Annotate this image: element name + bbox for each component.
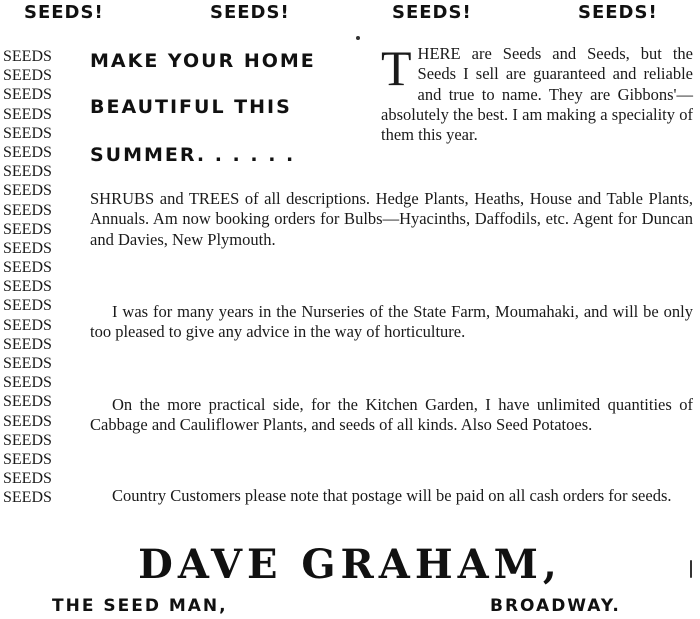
ink-mark <box>690 560 692 578</box>
paragraph-nurseries: I was for many years in the Nurseries of the State Farm, Moumahaki, and will be only too pleased to give any advice in the way of horticulture. <box>90 302 693 342</box>
side-seeds-label: SEEDS <box>3 201 52 219</box>
headline-line-3: SUMMER. . . . . . <box>90 144 296 166</box>
side-seeds-label: SEEDS <box>3 48 52 65</box>
headline-line-1: MAKE YOUR HOME <box>90 50 316 72</box>
side-seeds-label: SEEDS <box>3 239 52 257</box>
side-seeds-label: SEEDS <box>3 297 52 315</box>
banner-seeds-4: SEEDS! <box>578 2 658 23</box>
banner-seeds-2: SEEDS! <box>210 2 290 23</box>
side-seeds-label: SEEDS <box>3 259 52 277</box>
intro-text: HERE are Seeds and Seeds, but the Seeds I sell are guaranteed and reliable and true to name. They are Gibbons'—absolutely the best. I am making a speciality of them this year. <box>381 44 693 145</box>
intro-paragraph <box>381 40 693 145</box>
side-seeds-label: SEEDS <box>3 316 52 334</box>
side-seeds-label: SEEDS <box>3 489 52 507</box>
side-seeds-label: SEEDS <box>3 143 52 161</box>
ink-speck <box>356 36 360 40</box>
paragraph-kitchen-garden: On the more practical side, for the Kitchen Garden, I have unlimited quantities of Cabbage and Cauliflower Plants, and seeds of all kinds. Also Seed Potatoes. <box>90 395 693 435</box>
advertiser-name: DAVE GRAHAM, <box>138 541 562 588</box>
side-seeds-label: SEEDS <box>3 335 52 353</box>
headline-line-2: BEAUTIFUL THIS <box>90 96 292 118</box>
side-seeds-label: SEEDS <box>3 374 52 392</box>
side-seeds-label: SEEDS <box>3 124 52 142</box>
side-seeds-label: SEEDS <box>3 393 52 411</box>
side-seeds-label: SEEDS <box>3 67 52 85</box>
side-seeds-label: SEEDS <box>3 220 52 238</box>
banner-seeds-3: SEEDS! <box>392 2 472 23</box>
side-seeds-label: SEEDS <box>3 278 52 296</box>
side-seeds-column <box>3 47 83 508</box>
side-seeds-label: SEEDS <box>3 431 52 449</box>
side-seeds-label: SEEDS <box>3 86 52 104</box>
top-banner <box>0 2 700 30</box>
side-seeds-label: SEEDS <box>3 182 52 200</box>
banner-seeds-1: SEEDS! <box>24 2 104 23</box>
side-seeds-label: SEEDS <box>3 105 52 123</box>
paragraph-shrubs-trees: SHRUBS and TREES of all descriptions. Hedge Plants, Heaths, House and Table Plants, Annuals. Am now booking orders for Bulbs—Hyacinths, Daffodils, etc. Agent for Duncan and Davies, New Plymouth. <box>90 189 693 249</box>
side-seeds-label: SEEDS <box>3 355 52 372</box>
side-seeds-label: SEEDS <box>3 470 52 488</box>
paragraph-country-customers: Country Customers please note that postage will be paid on all cash orders for seeds. <box>112 486 672 505</box>
advertiser-title: THE SEED MAN, <box>52 596 228 616</box>
advertiser-location: BROADWAY. <box>490 596 621 616</box>
side-seeds-label: SEEDS <box>3 412 52 430</box>
drop-cap: T <box>381 40 412 96</box>
side-seeds-label: SEEDS <box>3 163 52 181</box>
side-seeds-label: SEEDS <box>3 450 52 468</box>
